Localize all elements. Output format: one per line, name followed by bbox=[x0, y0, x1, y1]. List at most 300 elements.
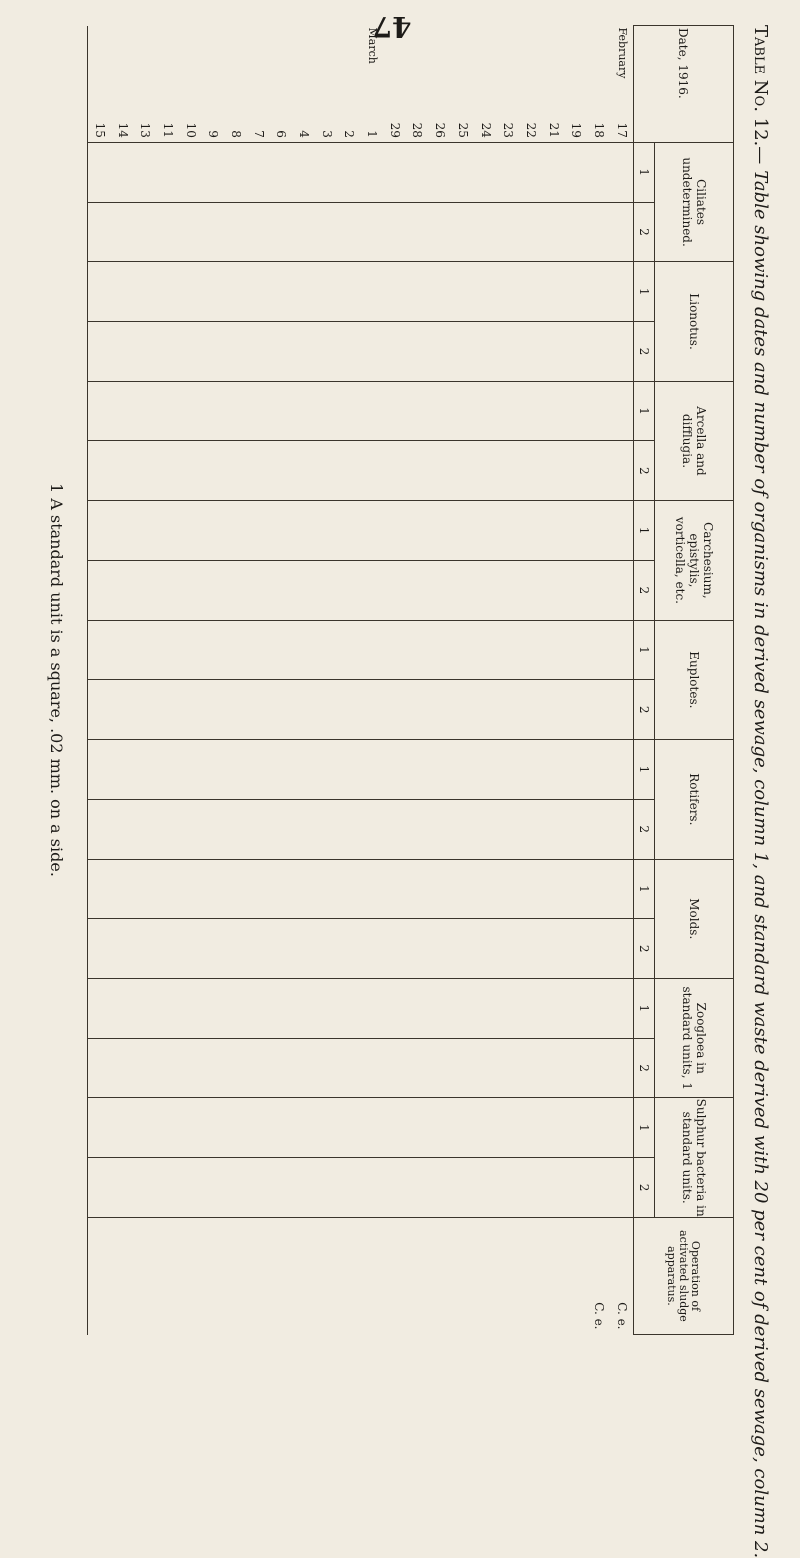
count-cell bbox=[452, 501, 475, 561]
row-month bbox=[88, 26, 111, 107]
count-cell bbox=[542, 799, 565, 859]
count-cell bbox=[270, 740, 293, 800]
count-cell bbox=[293, 1098, 316, 1158]
count-cell bbox=[315, 620, 338, 680]
count-cell bbox=[315, 441, 338, 501]
count-cell bbox=[383, 142, 406, 202]
operation-cell bbox=[383, 1217, 406, 1334]
table-row bbox=[520, 26, 543, 1335]
count-cell bbox=[270, 501, 293, 561]
count-cell bbox=[406, 262, 429, 322]
operation-cell bbox=[247, 1217, 270, 1334]
count-cell bbox=[542, 142, 565, 202]
count-cell bbox=[225, 859, 248, 919]
count-cell bbox=[474, 1098, 497, 1158]
count-cell bbox=[520, 799, 543, 859]
count-cell bbox=[179, 202, 202, 262]
count-cell bbox=[406, 740, 429, 800]
table-row bbox=[452, 26, 475, 1335]
table-row bbox=[202, 26, 225, 1335]
operation-cell bbox=[452, 1217, 475, 1334]
count-cell bbox=[383, 1158, 406, 1218]
count-cell bbox=[157, 1098, 180, 1158]
count-cell bbox=[565, 262, 588, 322]
count-cell bbox=[134, 919, 157, 979]
count-cell bbox=[134, 1038, 157, 1098]
count-cell bbox=[383, 1038, 406, 1098]
row-month bbox=[497, 26, 520, 107]
row-day: 25 bbox=[455, 122, 470, 138]
count-cell bbox=[361, 859, 384, 919]
count-cell bbox=[497, 1098, 520, 1158]
count-cell bbox=[134, 1098, 157, 1158]
count-cell bbox=[610, 322, 633, 382]
count-cell bbox=[542, 859, 565, 919]
count-cell bbox=[338, 262, 361, 322]
count-cell bbox=[497, 1038, 520, 1098]
count-cell bbox=[474, 322, 497, 382]
count-cell bbox=[474, 740, 497, 800]
row-month bbox=[315, 26, 338, 107]
count-cell bbox=[111, 202, 134, 262]
count-cell bbox=[338, 620, 361, 680]
count-cell bbox=[610, 1038, 633, 1098]
header-column-number: 2 bbox=[634, 441, 655, 501]
count-cell bbox=[157, 142, 180, 202]
count-cell bbox=[293, 799, 316, 859]
count-cell bbox=[429, 919, 452, 979]
count-cell bbox=[134, 560, 157, 620]
count-cell bbox=[588, 142, 611, 202]
count-cell bbox=[406, 1098, 429, 1158]
count-cell bbox=[497, 381, 520, 441]
count-cell bbox=[247, 202, 270, 262]
count-cell bbox=[429, 680, 452, 740]
count-cell bbox=[429, 1158, 452, 1218]
count-cell bbox=[293, 202, 316, 262]
count-cell bbox=[202, 202, 225, 262]
count-cell bbox=[179, 979, 202, 1039]
count-cell bbox=[542, 919, 565, 979]
count-cell bbox=[452, 1158, 475, 1218]
header-column-number: 1 bbox=[634, 859, 655, 919]
count-cell bbox=[338, 799, 361, 859]
count-cell bbox=[520, 1158, 543, 1218]
count-cell bbox=[225, 620, 248, 680]
count-cell bbox=[406, 322, 429, 382]
operation-cell bbox=[293, 1217, 316, 1334]
count-cell bbox=[565, 620, 588, 680]
count-cell bbox=[315, 262, 338, 322]
count-cell bbox=[565, 381, 588, 441]
rotated-table-page bbox=[20, 25, 780, 1558]
count-cell bbox=[293, 1158, 316, 1218]
count-cell bbox=[179, 142, 202, 202]
count-cell bbox=[565, 740, 588, 800]
row-day: 21 bbox=[546, 122, 561, 138]
count-cell bbox=[588, 680, 611, 740]
table-row bbox=[565, 26, 588, 1335]
count-cell bbox=[270, 680, 293, 740]
count-cell bbox=[383, 501, 406, 561]
table-row bbox=[111, 26, 134, 1335]
count-cell bbox=[406, 1158, 429, 1218]
count-cell bbox=[520, 1098, 543, 1158]
count-cell bbox=[179, 560, 202, 620]
count-cell bbox=[315, 1158, 338, 1218]
count-cell bbox=[270, 1098, 293, 1158]
count-cell bbox=[111, 322, 134, 382]
count-cell bbox=[338, 919, 361, 979]
organism-table bbox=[88, 25, 735, 1335]
count-cell bbox=[338, 1038, 361, 1098]
operation-cell bbox=[542, 1217, 565, 1334]
count-cell bbox=[429, 202, 452, 262]
header-date: Date, 1916. bbox=[634, 26, 734, 143]
count-cell bbox=[429, 262, 452, 322]
count-cell bbox=[565, 680, 588, 740]
row-month bbox=[179, 26, 202, 107]
count-cell bbox=[452, 740, 475, 800]
count-cell bbox=[293, 680, 316, 740]
count-cell bbox=[520, 560, 543, 620]
count-cell bbox=[565, 202, 588, 262]
count-cell bbox=[361, 1158, 384, 1218]
count-cell bbox=[179, 381, 202, 441]
count-cell bbox=[134, 1158, 157, 1218]
count-cell bbox=[588, 322, 611, 382]
count-cell bbox=[179, 1158, 202, 1218]
count-cell bbox=[247, 381, 270, 441]
row-day: 14 bbox=[115, 122, 130, 138]
row-month bbox=[157, 26, 180, 107]
count-cell bbox=[429, 740, 452, 800]
header-group: Lionotus. bbox=[655, 262, 734, 381]
count-cell bbox=[88, 262, 111, 322]
table-row bbox=[225, 26, 248, 1335]
count-cell bbox=[429, 560, 452, 620]
row-day: 29 bbox=[387, 122, 402, 138]
count-cell bbox=[497, 262, 520, 322]
count-cell bbox=[610, 859, 633, 919]
count-cell bbox=[293, 441, 316, 501]
count-cell bbox=[474, 680, 497, 740]
count-cell bbox=[474, 979, 497, 1039]
count-cell bbox=[270, 859, 293, 919]
count-cell bbox=[474, 381, 497, 441]
count-cell bbox=[429, 501, 452, 561]
count-cell bbox=[497, 919, 520, 979]
row-day: 18 bbox=[591, 122, 606, 138]
count-cell bbox=[452, 381, 475, 441]
count-cell bbox=[520, 381, 543, 441]
count-cell bbox=[157, 501, 180, 561]
count-cell bbox=[361, 501, 384, 561]
table-row bbox=[429, 26, 452, 1335]
count-cell bbox=[134, 441, 157, 501]
count-cell bbox=[338, 142, 361, 202]
count-cell bbox=[88, 202, 111, 262]
count-cell bbox=[270, 381, 293, 441]
count-cell bbox=[520, 501, 543, 561]
count-cell bbox=[383, 1098, 406, 1158]
count-cell bbox=[565, 1098, 588, 1158]
count-cell bbox=[429, 142, 452, 202]
count-cell bbox=[247, 441, 270, 501]
count-cell bbox=[270, 919, 293, 979]
count-cell bbox=[429, 441, 452, 501]
count-cell bbox=[179, 322, 202, 382]
count-cell bbox=[111, 501, 134, 561]
count-cell bbox=[474, 620, 497, 680]
count-cell bbox=[406, 919, 429, 979]
count-cell bbox=[361, 322, 384, 382]
table-row bbox=[542, 26, 565, 1335]
count-cell bbox=[406, 501, 429, 561]
header-column-number: 2 bbox=[634, 799, 655, 859]
count-cell bbox=[293, 501, 316, 561]
count-cell bbox=[497, 501, 520, 561]
operation-cell bbox=[157, 1217, 180, 1334]
operation-cell bbox=[270, 1217, 293, 1334]
count-cell bbox=[588, 919, 611, 979]
count-cell bbox=[111, 799, 134, 859]
count-cell bbox=[88, 560, 111, 620]
count-cell bbox=[474, 441, 497, 501]
count-cell bbox=[520, 262, 543, 322]
count-cell bbox=[588, 560, 611, 620]
count-cell bbox=[179, 441, 202, 501]
count-cell bbox=[452, 799, 475, 859]
count-cell bbox=[406, 680, 429, 740]
count-cell bbox=[338, 560, 361, 620]
count-cell bbox=[338, 322, 361, 382]
row-month bbox=[202, 26, 225, 107]
count-cell bbox=[315, 680, 338, 740]
header-column-number: 1 bbox=[634, 740, 655, 800]
header-group: Rotifers. bbox=[655, 740, 734, 859]
count-cell bbox=[202, 322, 225, 382]
count-cell bbox=[293, 1038, 316, 1098]
count-cell bbox=[429, 859, 452, 919]
operation-cell bbox=[497, 1217, 520, 1334]
count-cell bbox=[474, 1158, 497, 1218]
count-cell bbox=[225, 202, 248, 262]
count-cell bbox=[383, 680, 406, 740]
count-cell bbox=[497, 740, 520, 800]
count-cell bbox=[88, 1038, 111, 1098]
count-cell bbox=[610, 381, 633, 441]
count-cell bbox=[565, 1038, 588, 1098]
count-cell bbox=[247, 1038, 270, 1098]
count-cell bbox=[179, 262, 202, 322]
count-cell bbox=[520, 202, 543, 262]
header-group: Carchesium, epistylis, vorticella, etc. bbox=[655, 501, 734, 620]
count-cell bbox=[406, 381, 429, 441]
count-cell bbox=[452, 142, 475, 202]
count-cell bbox=[134, 680, 157, 740]
table-row bbox=[270, 26, 293, 1335]
count-cell bbox=[610, 680, 633, 740]
table-row bbox=[406, 26, 429, 1335]
count-cell bbox=[315, 859, 338, 919]
count-cell bbox=[157, 919, 180, 979]
count-cell bbox=[406, 979, 429, 1039]
header-column-number: 1 bbox=[634, 979, 655, 1039]
count-cell bbox=[610, 919, 633, 979]
count-cell bbox=[111, 740, 134, 800]
header-column-number: 2 bbox=[634, 919, 655, 979]
count-cell bbox=[497, 1158, 520, 1218]
count-cell bbox=[88, 979, 111, 1039]
count-cell bbox=[588, 202, 611, 262]
count-cell bbox=[225, 381, 248, 441]
count-cell bbox=[225, 1158, 248, 1218]
header-column-number: 1 bbox=[634, 620, 655, 680]
count-cell bbox=[338, 979, 361, 1039]
count-cell bbox=[520, 1038, 543, 1098]
caption-text: Table showing dates and number of organisms in derived sewage, column 1, and standard waste derived with 20 per cent of derived sewage, column 2. bbox=[750, 170, 771, 1558]
count-cell bbox=[497, 560, 520, 620]
count-cell bbox=[157, 381, 180, 441]
count-cell bbox=[452, 262, 475, 322]
count-cell bbox=[315, 1038, 338, 1098]
count-cell bbox=[588, 441, 611, 501]
header-column-number: 1 bbox=[634, 381, 655, 441]
count-cell bbox=[588, 262, 611, 322]
count-cell bbox=[452, 202, 475, 262]
row-day: 4 bbox=[297, 130, 312, 138]
count-cell bbox=[542, 1038, 565, 1098]
header-group: Arcella and difflugia. bbox=[655, 381, 734, 500]
count-cell bbox=[225, 740, 248, 800]
count-cell bbox=[88, 680, 111, 740]
count-cell bbox=[474, 501, 497, 561]
count-cell bbox=[406, 441, 429, 501]
count-cell bbox=[338, 202, 361, 262]
count-cell bbox=[202, 560, 225, 620]
count-cell bbox=[202, 799, 225, 859]
table-row bbox=[315, 26, 338, 1335]
count-cell bbox=[565, 142, 588, 202]
operation-cell bbox=[565, 1217, 588, 1334]
row-month bbox=[520, 26, 543, 107]
count-cell bbox=[406, 1038, 429, 1098]
count-cell bbox=[429, 381, 452, 441]
count-cell bbox=[225, 919, 248, 979]
count-cell bbox=[542, 202, 565, 262]
count-cell bbox=[111, 142, 134, 202]
count-cell bbox=[588, 1038, 611, 1098]
count-cell bbox=[520, 680, 543, 740]
operation-cell bbox=[179, 1217, 202, 1334]
count-cell bbox=[474, 919, 497, 979]
count-cell bbox=[270, 1038, 293, 1098]
count-cell bbox=[610, 740, 633, 800]
count-cell bbox=[610, 799, 633, 859]
count-cell bbox=[179, 799, 202, 859]
footnote: 1 A standard unit is a square, .02 mm. on a side. bbox=[47, 483, 66, 877]
table-row bbox=[383, 26, 406, 1335]
header-group: Sulphur bacteria in standard units. bbox=[655, 1098, 734, 1217]
header-column-number: 1 bbox=[634, 262, 655, 322]
row-month: February bbox=[615, 27, 629, 79]
count-cell bbox=[134, 322, 157, 382]
count-cell bbox=[610, 142, 633, 202]
table-row bbox=[157, 26, 180, 1335]
operation-cell bbox=[88, 1217, 111, 1334]
count-cell bbox=[383, 620, 406, 680]
count-cell bbox=[338, 859, 361, 919]
count-cell bbox=[565, 979, 588, 1039]
row-month bbox=[247, 26, 270, 107]
count-cell bbox=[474, 202, 497, 262]
count-cell bbox=[157, 202, 180, 262]
count-cell bbox=[406, 799, 429, 859]
count-cell bbox=[542, 441, 565, 501]
count-cell bbox=[293, 381, 316, 441]
row-month bbox=[225, 26, 248, 107]
count-cell bbox=[88, 1098, 111, 1158]
count-cell bbox=[179, 740, 202, 800]
count-cell bbox=[315, 501, 338, 561]
count-cell bbox=[111, 262, 134, 322]
count-cell bbox=[157, 560, 180, 620]
count-cell bbox=[383, 979, 406, 1039]
count-cell bbox=[315, 740, 338, 800]
row-day: 1 bbox=[365, 130, 380, 138]
count-cell bbox=[247, 680, 270, 740]
count-cell bbox=[157, 620, 180, 680]
count-cell bbox=[474, 142, 497, 202]
count-cell bbox=[588, 1158, 611, 1218]
count-cell bbox=[270, 142, 293, 202]
count-cell bbox=[565, 859, 588, 919]
count-cell bbox=[202, 381, 225, 441]
count-cell bbox=[315, 1098, 338, 1158]
count-cell bbox=[542, 680, 565, 740]
row-month bbox=[383, 26, 406, 107]
count-cell bbox=[565, 799, 588, 859]
count-cell bbox=[179, 1098, 202, 1158]
count-cell bbox=[429, 979, 452, 1039]
count-cell bbox=[610, 1158, 633, 1218]
operation-cell: C. e. bbox=[610, 1217, 633, 1334]
count-cell bbox=[111, 560, 134, 620]
row-month bbox=[429, 26, 452, 107]
count-cell bbox=[542, 979, 565, 1039]
count-cell bbox=[361, 680, 384, 740]
count-cell bbox=[134, 620, 157, 680]
count-cell bbox=[202, 919, 225, 979]
row-day: 10 bbox=[183, 122, 198, 138]
count-cell bbox=[202, 1098, 225, 1158]
count-cell bbox=[520, 142, 543, 202]
table-row bbox=[497, 26, 520, 1335]
count-cell bbox=[452, 560, 475, 620]
count-cell bbox=[111, 1158, 134, 1218]
count-cell bbox=[225, 322, 248, 382]
operation-cell bbox=[338, 1217, 361, 1334]
count-cell bbox=[157, 1158, 180, 1218]
count-cell bbox=[88, 740, 111, 800]
row-month bbox=[270, 26, 293, 107]
count-cell bbox=[361, 441, 384, 501]
header-group: Ciliates undetermined. bbox=[655, 142, 734, 261]
count-cell bbox=[293, 560, 316, 620]
operation-cell bbox=[520, 1217, 543, 1334]
count-cell bbox=[315, 202, 338, 262]
